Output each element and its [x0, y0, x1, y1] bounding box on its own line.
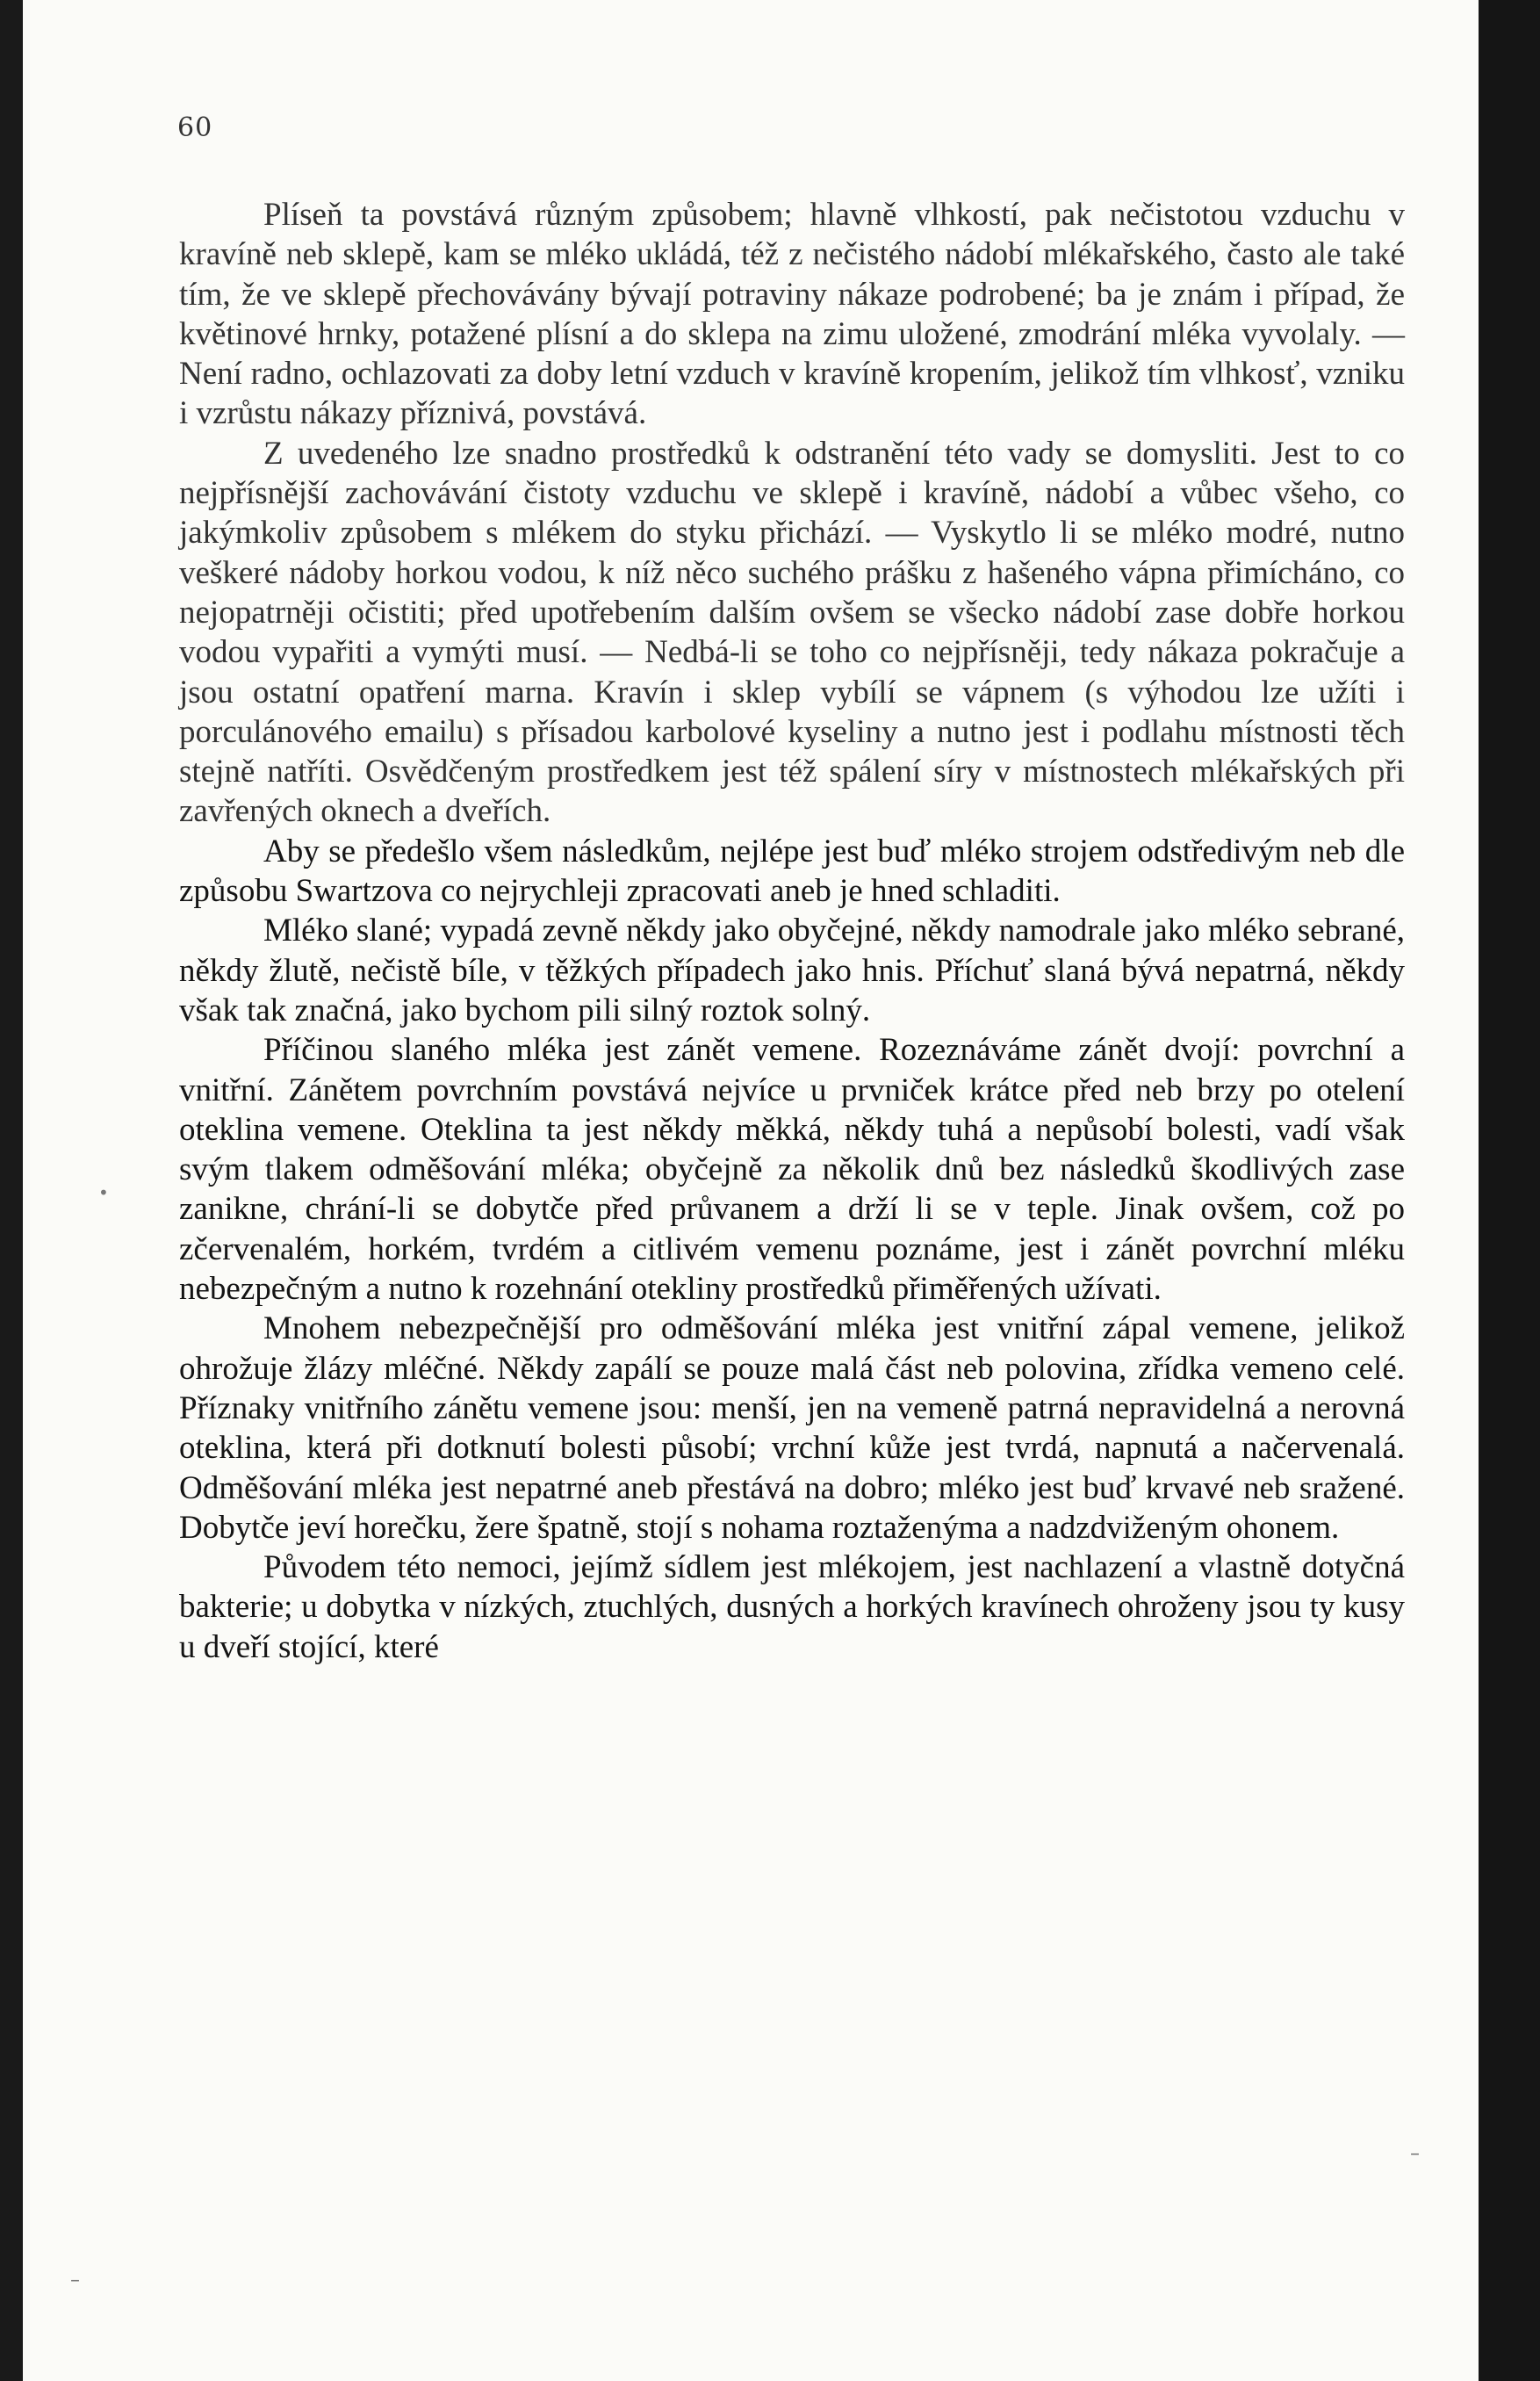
- paragraph-internal-inflammation: Mnohem nebezpečnější pro odměšování mléka jest vnitřní zápal vemene, jelikož ohrožuje žlázy mléčné. Někdy zapálí se pouze malá část neb polovina, zřídka vemeno celé. Příznaky vnitřního zánětu vemene jsou: menší, jen na vemeně patrná nepravidelná a nerovná oteklina, která při dotknutí bolesti působí; vrchní kůže jest tvrdá, napnutá a načervenalá. Odměšování mléka jest nepatrné aneb přestává na dobro; mléko jest buď krvavé neb sražené. Dobytče jeví horečku, žere špatně, stojí s nohama roztaženýma a nadzdviženým ohonem.: [179, 1310, 1405, 1546]
- paragraph-salty-milk: Mléko slané; vypadá zevně někdy jako obyčejné, někdy namodrale jako mléko sebrané, někdy žlutě, nečistě bíle, v těžkých případech jako hnis. Příchuť slaná bývá nepatrná, někdy však tak značná, jako bychom pili silný roztok solný.: [179, 913, 1405, 1028]
- scan-edge-right: [1479, 0, 1540, 2381]
- body-text: [179, 195, 1405, 1667]
- paragraph-prevention: Aby se předešlo všem následkům, nejlépe jest buď mléko strojem odstředivým neb dle způsobu Swartzova co nejrychleji zpracovati aneb je hned schladiti.: [179, 833, 1405, 910]
- paragraph-mold-causes: Plíseň ta povstává různým způsobem; hlavně vlhkostí, pak nečistotou vzduchu v kravíně neb sklepě, kam se mléko ukládá, též z nečistého nádobí mlékařského, často ale také tím, že ve sklepě přechovávány bývají potraviny nákaze podrobené; ba je znám i případ, že květinové hrnky, potažené plísní a do sklepa na zimu uložené, zmodrání mléka vyvolaly. — Není radno, ochlazovati za doby letní vzduch v kravíně kropením, jelikož tím vlhkosť, vzniku i vzrůstu nákazy příznivá, povstává.: [179, 197, 1405, 432]
- paragraph-origin: Původem této nemoci, jejímž sídlem jest mlékojem, jest nachlazení a vlastně dotyčná bakterie; u dobytka v nízkých, ztuchlých, dusných a horkých kravínech ohroženy jsou ty kusy u dveří stojící, které: [179, 1549, 1405, 1665]
- stray-dot-mark: •: [98, 1182, 109, 1203]
- page-number: 60: [177, 112, 213, 143]
- stray-dash-mark-bottom: –: [70, 2269, 80, 2291]
- stray-dash-mark: –: [1410, 2143, 1420, 2165]
- paragraph-udder-inflammation: Příčinou slaného mléka jest zánět vemene. Rozeznáváme zánět dvojí: povrchní a vnitřní. Zánětem povrchním povstává nejvíce u prvniček krátce před neb brzy po otelení oteklina vemene. Oteklina ta jest někdy měkká, někdy tuhá a nepůsobí bolesti, vadí však svým tlakem odměšování mléka; obyčejně za několik dnů bez následků škodlivých zase zanikne, chrání-li se dobytče před průvanem a drží li se v teple. Jinak ovšem, což po zčervenalém, horkém, tvrdém a citlivém vemenu poznáme, jest i zánět povrchní mléku nebezpečným a nutno k rozehnání otekliny prostředků přiměřených užívati.: [179, 1032, 1405, 1308]
- paragraph-remedies: Z uvedeného lze snadno prostředků k odstranění této vady se domysliti. Jest to co nejpřísnější zachovávání čistoty vzduchu ve sklepě i kravíně, nádobí a vůbec všeho, co jakýmkoliv způsobem s mlékem do styku přichází. — Vyskytlo li se mléko modré, nutno veškeré nádoby horkou vodou, k níž něco suchého prášku z hašeného vápna přimícháno, co nejopatrněji očistiti; před upotřebením dalším ovšem se všecko nádobí zase dobře horkou vodou vypařiti a vymýti musí. — Nedbá-li se toho co nejpřísněji, tedy nákaza pokračuje a jsou ostatní opatření marna. Kravín i sklep vybílí se vápnem (s výhodou lze užíti i porculánového emailu) s přísadou karbolové kyseliny a nutno jest i podlahu místnosti těch stejně natříti. Osvědčeným prostředkem jest též spálení síry v místnostech mlékařských při zavřených oknech a dveřích.: [179, 435, 1405, 830]
- scan-edge-left: [0, 0, 23, 2381]
